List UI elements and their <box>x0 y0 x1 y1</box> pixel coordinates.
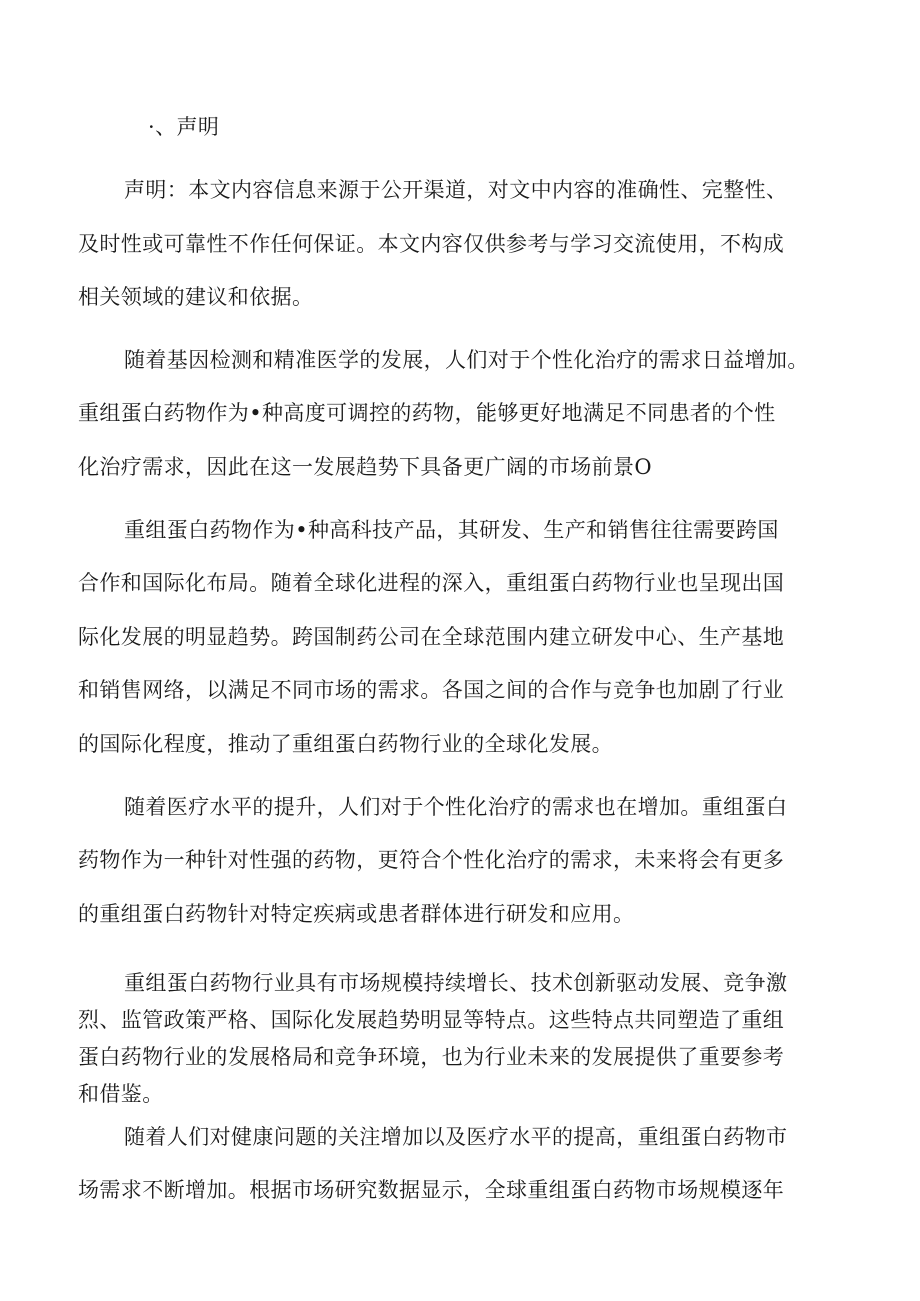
paragraph-line: 重组蛋白药物作为•种高度可调控的药物，能够更好地满足不同患者的个性 <box>78 401 776 425</box>
paragraph-line: 际化发展的明显趋势。跨国制药公司在全球范围内建立研发中心、生产基地 <box>78 625 785 649</box>
paragraph-line: 的国际化程度，推动了重组蛋白药物行业的全球化发展。 <box>78 732 613 756</box>
paragraph-line: 化治疗需求，因此在这一发展趋势下具备更广阔的市场前景O <box>78 455 653 479</box>
paragraph-line: 药物作为一种针对性强的药物，更符合个性化治疗的需求，未来将会有更多 <box>78 848 785 872</box>
paragraph-line: 和借鉴。 <box>78 1082 164 1106</box>
paragraph-line: 随着基因检测和精准医学的发展，人们对于个性化治疗的需求日益增加。 <box>124 348 809 372</box>
paragraph-line: 烈、监管政策严格、国际化发展趋势明显等特点。这些特点共同塑造了重组 <box>78 1008 785 1032</box>
paragraph-line: 相关领域的建议和依据。 <box>78 285 314 309</box>
paragraph-line: 声明：本文内容信息来源于公开渠道，对文中内容的准确性、完整性、 <box>124 178 788 202</box>
paragraph-line: 随着医疗水平的提升，人们对于个性化治疗的需求也在增加。重组蛋白 <box>124 795 788 819</box>
paragraph-line: 和销售网络，以满足不同市场的需求。各国之间的合作与竞争也加剧了行业 <box>78 678 785 702</box>
paragraph-line: 蛋白药物行业的发展格局和竞争环境，也为行业未来的发展提供了重要参考 <box>78 1045 785 1069</box>
paragraph-line: 的重组蛋白药物针对特定疾病或患者群体进行研发和应用。 <box>78 902 635 926</box>
paragraph-line: 场需求不断增加。根据市场研究数据显示，全球重组蛋白药物市场规模逐年 <box>78 1178 785 1202</box>
paragraph-line: 重组蛋白药物作为•种高科技产品，其研发、生产和销售往往需要跨国 <box>124 518 779 542</box>
paragraph-line: 合作和国际化布局。随着全球化进程的深入，重组蛋白药物行业也呈现出国 <box>78 571 785 595</box>
paragraph-line: 及时性或可靠性不作任何保证。本文内容仅供参考与学习交流使用，不构成 <box>78 232 785 256</box>
paragraph-line: 随着人们对健康问题的关注增加以及医疗水平的提高，重组蛋白药物市 <box>124 1125 788 1149</box>
paragraph-line: 重组蛋白药物行业具有市场规模持续增长、技术创新驱动发展、竞争激 <box>124 971 788 995</box>
section-heading: ·、声明 <box>148 115 220 139</box>
